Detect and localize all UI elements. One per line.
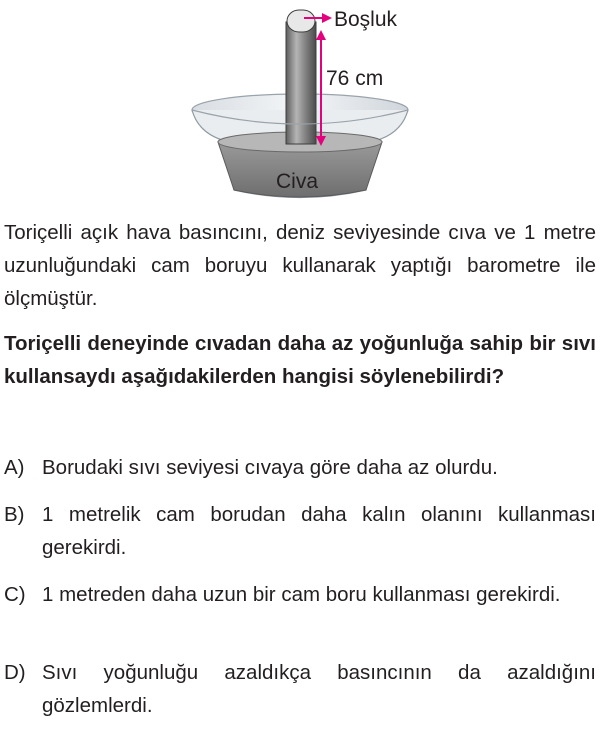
option-text: 1 metrelik cam borudan daha kalın olanını kullanması gerekirdi. xyxy=(42,503,596,559)
option-a[interactable] xyxy=(4,451,596,484)
option-letter: D) xyxy=(4,661,26,684)
option-letter: B) xyxy=(4,503,25,526)
height-arrow-top xyxy=(316,30,326,40)
option-c[interactable] xyxy=(4,578,596,611)
option-letter: A) xyxy=(4,456,25,479)
gap-arrow-head xyxy=(322,13,332,23)
option-text: Sıvı yoğunluğu azaldıkça basıncının da azaldığını gözlemlerdi. xyxy=(42,661,596,717)
intro-paragraph: Toriçelli açık hava basıncını, deniz seviyesinde cıva ve 1 metre uzunluğundaki cam boruyu kullanarak yaptığı barometre ile ölçmüştür. xyxy=(4,221,596,310)
gap-label: Boşluk xyxy=(334,8,398,31)
option-text: 1 metreden daha uzun bir cam boru kullanması gerekirdi. xyxy=(42,583,561,606)
option-letter: C) xyxy=(4,583,26,606)
option-d[interactable] xyxy=(4,656,596,722)
question-stem: Toriçelli deneyinde cıvadan daha az yoğunluğa sahip bir sıvı kullansaydı aşağıdakilerden hangisi söylenebilirdi? xyxy=(4,332,596,388)
option-b[interactable] xyxy=(4,498,596,564)
liquid-label: Civa xyxy=(276,170,319,193)
option-text: Borudaki sıvı seviyesi cıvaya göre daha az olurdu. xyxy=(42,456,498,479)
tube-vacuum xyxy=(287,10,315,32)
torricelli-barometer-figure xyxy=(160,0,460,205)
glass-tube xyxy=(286,22,316,144)
height-label: 76 cm xyxy=(326,67,384,90)
